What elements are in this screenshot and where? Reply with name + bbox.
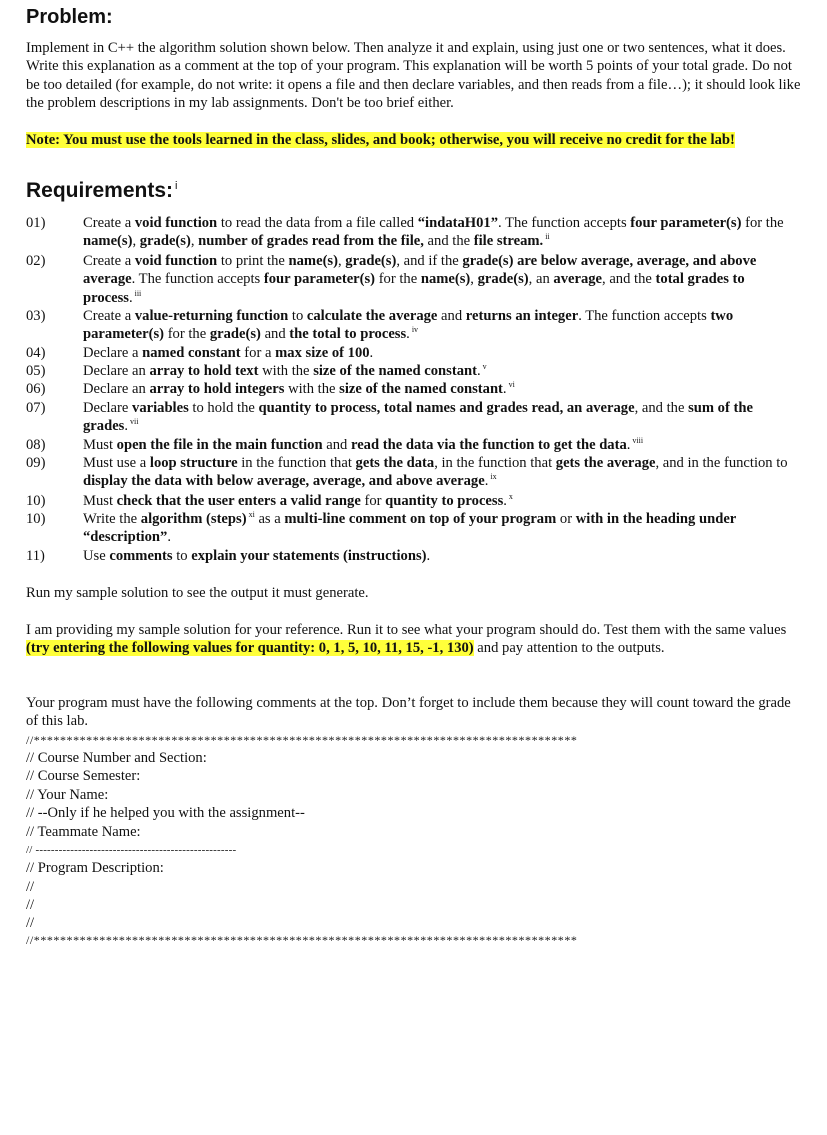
requirement-text: Must use a loop structure in the function that gets the data, in the function that gets the average, and in the function to display the data with below average, average, and above average. $^{ix}$ [83,455,788,490]
requirement-number: 01) [26,215,46,231]
run-instruction: Run my sample solution to see the output it must generate. [26,585,369,601]
requirement-number: 10) [26,511,46,527]
note-text: Note: You must use the tools learned in the class, slides, and book; otherwise, you will receive no credit for the lab! [26,132,735,148]
header-stars-top: //*********************************************************************************** [26,733,578,747]
test-values-highlight: (try entering the following values for quantity: 0, 1, 5, 10, 11, 15, -1, 130) [26,640,474,657]
note-highlight [26,131,801,149]
requirement-number: 07) [26,400,46,416]
requirement-number: 04) [26,345,46,361]
requirement-number: 09) [26,455,46,471]
sample-solution-paragraph: I am providing my sample solution for your reference. Run it to see what your program should do. Test them with the same values (try entering the following values for quantity: 0, 1, 5, 10, 11, 15, -1, 130) and pay attention to the outputs. [26,622,787,657]
footnote-ref: i [175,180,178,192]
requirement-text: Declare a named constant for a max size of 100. [83,345,374,361]
requirement-number: 08) [26,437,46,453]
requirement-number: 02) [26,253,46,269]
header-line: // Program Description: [26,860,164,876]
header-line: // Course Number and Section: [26,750,207,766]
requirement-text: Must open the file in the main function and read the data via the function to get the data. $^{viii}$ [83,436,644,453]
requirements-heading: Requirements: $^i$ [26,179,178,202]
header-stars-bottom: //*********************************************************************************** [26,933,578,947]
requirement-text: Create a void function to print the name(s), grade(s), and if the grade(s) are below average, average, and above average. The function accepts four parameter(s) for the name(s), grade(s), an average, and the total grades to process. $^{iii}$ [83,253,757,306]
header-line: // Course Semester: [26,768,141,784]
header-line: // [26,897,35,913]
requirement-number: 11) [26,548,45,564]
requirement-number: 05) [26,363,46,379]
requirement-text: Declare variables to hold the quantity to process, total names and grades read, an average, and the sum of the grades. $^{vii}$ [83,400,753,435]
header-line: // Your Name: [26,787,109,803]
requirement-text: Write the algorithm (steps) $^{xi}$ as a multi-line comment on top of your program or with in the heading under “description”. [83,510,737,546]
header-line: // [26,879,35,895]
requirement-text: Create a void function to read the data from a file called “indataH01”. The function accepts four parameter(s) for the name(s), grade(s), number of grades read from the file, and the file stream. $^{ii}$ [83,215,784,250]
header-divider: // ---------------------------------------------------- [26,844,237,856]
problem-heading: Problem: [26,6,113,28]
requirement-text: Must check that the user enters a valid range for quantity to process. $^x$ [83,492,513,509]
problem-paragraph: Implement in C++ the algorithm solution shown below. Then analyze it and explain, using just one or two sentences, what it does. Write this explanation as a comment at the top of your program. This explanation will be worth 5 points of your total grade. Do not be too detailed (for example, do not write: it opens a file and then declare variables, and then reads from a file…); it should look like the problem descriptions in my lab assignments. Don't be too brief either. [26,40,801,111]
header-line: // [26,915,35,931]
comments-intro: Your program must have the following comments at the top. Don’t forget to include them because they will count toward the grade of this lab. [26,695,791,730]
header-line: // --Only if he helped you with the assignment-- [26,805,305,821]
requirement-number: 06) [26,381,46,397]
requirement-text: Create a value-returning function to calculate the average and returns an integer. The function accepts two parameter(s) for the grade(s) and the total to process. $^{iv}$ [83,308,734,343]
header-line: // Teammate Name: [26,824,141,840]
requirement-text: Declare an array to hold text with the size of the named constant. $^v$ [83,362,487,379]
requirement-number: 03) [26,308,46,324]
requirement-text: Declare an array to hold integers with the size of the named constant. $^{vi}$ [83,380,515,397]
requirement-text: Use comments to explain your statements (instructions). [83,548,431,564]
requirement-number: 10) [26,493,46,509]
